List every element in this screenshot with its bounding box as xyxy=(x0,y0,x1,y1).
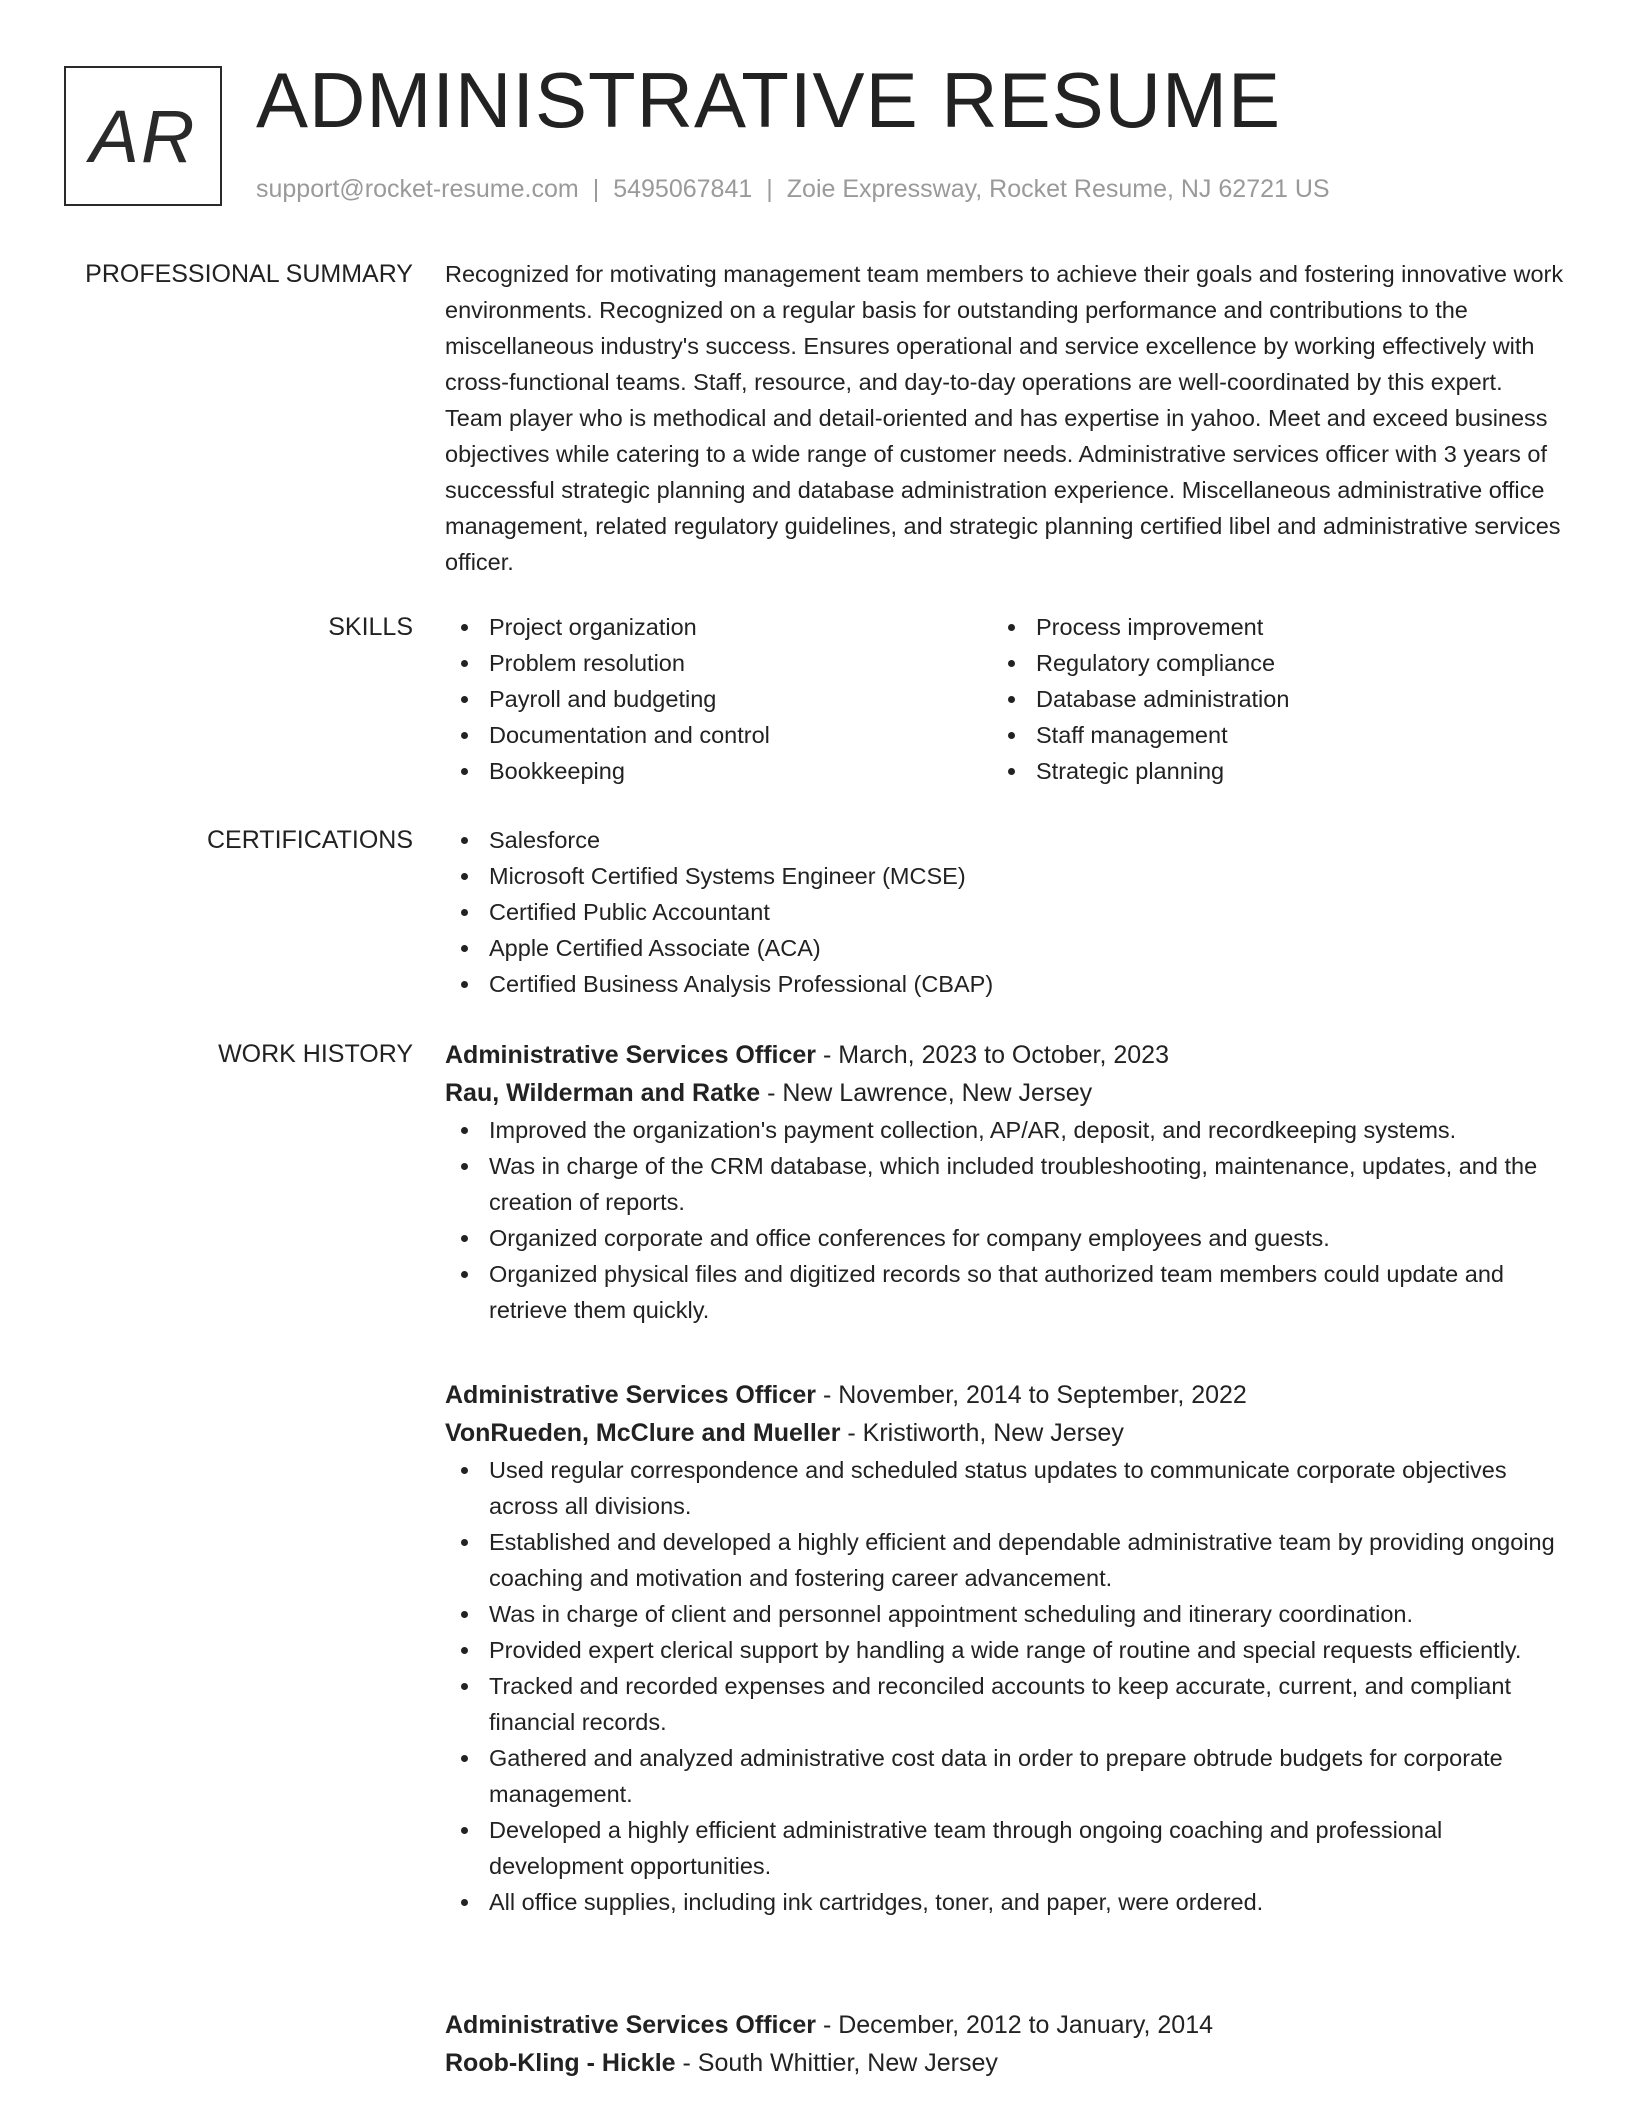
skill-item: Strategic planning xyxy=(992,753,1539,789)
job-duty-item: Organized corporate and office conferences for company employees and guests. xyxy=(445,1220,1565,1256)
skill-item: Documentation and control xyxy=(445,717,992,753)
skill-item: Payroll and budgeting xyxy=(445,681,992,717)
certification-item: Certified Public Accountant xyxy=(445,894,1565,930)
job-title: Administrative Services Officer xyxy=(445,1041,816,1069)
job-duties-list xyxy=(445,1112,1565,1328)
job-dates: - March, 2023 to October, 2023 xyxy=(816,1041,1169,1069)
job-duty-item: Used regular correspondence and scheduled status updates to communicate corporate objectives across all divisions. xyxy=(445,1452,1565,1524)
contact-phone: 5495067841 xyxy=(613,175,753,203)
job-entry xyxy=(445,1376,1565,1920)
skill-item: Staff management xyxy=(992,717,1539,753)
contact-address: Zoie Expressway, Rocket Resume, NJ 62721 US xyxy=(786,175,1330,203)
certification-item: Apple Certified Associate (ACA) xyxy=(445,930,1565,966)
job-duty-item: All office supplies, including ink cartridges, toner, and paper, were ordered. xyxy=(445,1884,1565,1920)
job-company: Roob-Kling - Hickle xyxy=(445,2049,676,2077)
job-dates: - December, 2012 to January, 2014 xyxy=(816,2011,1213,2039)
job-title-line xyxy=(445,2006,1565,2044)
skill-item: Bookkeeping xyxy=(445,753,992,789)
job-entry xyxy=(445,1036,1565,1328)
section-heading: CERTIFICATIONS xyxy=(206,826,413,854)
skills-list-left xyxy=(445,609,992,789)
skills-list-right xyxy=(992,609,1539,789)
job-duty-item: Was in charge of the CRM database, which included troubleshooting, maintenance, updates, and the creation of reports. xyxy=(445,1148,1565,1220)
summary-text: Recognized for motivating management team members to achieve their goals and fostering innovative work environments. Recognized on a regular basis for outstanding performance and contributions to the miscellaneous industry's success. Ensures operational and service excellence by working effectively with cross-functional teams. Staff, resource, and day-to-day operations are well-coordinated by this expert. Team player who is methodical and detail-oriented and has expertise in yahoo. Meet and exceed business objectives while catering to a wide range of customer needs. Administrative services officer with 3 years of successful strategic planning and database administration experience. Miscellaneous administrative office management, related regulatory guidelines, and strategic planning certified libel and administrative services officer. xyxy=(445,261,1564,575)
skills-grid xyxy=(445,609,1565,789)
contact-email: support@rocket-resume.com xyxy=(256,175,579,203)
job-location: - South Whittier, New Jersey xyxy=(675,2049,998,2077)
job-title: Administrative Services Officer xyxy=(445,1381,816,1409)
skill-item: Regulatory compliance xyxy=(992,645,1539,681)
job-company: VonRueden, McClure and Mueller xyxy=(445,1419,841,1447)
contact-separator: | xyxy=(766,175,773,203)
job-duty-item: Gathered and analyzed administrative cost data in order to prepare obtrude budgets for corporate management. xyxy=(445,1740,1565,1812)
monogram-logo: AR xyxy=(64,66,222,206)
job-title-line xyxy=(445,1036,1565,1074)
section-heading: WORK HISTORY xyxy=(218,1040,413,1068)
job-duty-item: Provided expert clerical support by handling a wide range of routine and special requests efficiently. xyxy=(445,1632,1565,1668)
job-company-line xyxy=(445,2044,1565,2082)
resume-title: ADMINISTRATIVE RESUME xyxy=(256,56,1281,144)
certification-item: Microsoft Certified Systems Engineer (MCSE) xyxy=(445,858,1565,894)
job-location: - Kristiworth, New Jersey xyxy=(840,1419,1124,1447)
contact-separator: | xyxy=(592,175,600,203)
job-duty-item: Tracked and recorded expenses and reconciled accounts to keep accurate, current, and compliant financial records. xyxy=(445,1668,1565,1740)
job-location: - New Lawrence, New Jersey xyxy=(760,1079,1093,1107)
contact-line xyxy=(256,174,1330,204)
section-heading: PROFESSIONAL SUMMARY xyxy=(85,260,413,288)
skill-item: Process improvement xyxy=(992,609,1539,645)
job-duties-list xyxy=(445,1452,1565,1920)
job-dates: - November, 2014 to September, 2022 xyxy=(816,1381,1247,1409)
job-duty-item: Established and developed a highly efficient and dependable administrative team by providing ongoing coaching and motivation and fostering career advancement. xyxy=(445,1524,1565,1596)
certifications-list xyxy=(445,822,1565,1002)
job-company-line xyxy=(445,1074,1565,1112)
job-entry xyxy=(445,2006,1565,2082)
skill-item: Database administration xyxy=(992,681,1539,717)
job-duty-item: Improved the organization's payment collection, AP/AR, deposit, and recordkeeping systems. xyxy=(445,1112,1565,1148)
skill-item: Project organization xyxy=(445,609,992,645)
job-duty-item: Was in charge of client and personnel appointment scheduling and itinerary coordination. xyxy=(445,1596,1565,1632)
section-heading: SKILLS xyxy=(328,613,413,641)
job-company: Rau, Wilderman and Ratke xyxy=(445,1079,761,1107)
certification-item: Certified Business Analysis Professional (CBAP) xyxy=(445,966,1565,1002)
job-title-line xyxy=(445,1376,1565,1414)
job-duty-item: Organized physical files and digitized records so that authorized team members could update and retrieve them quickly. xyxy=(445,1256,1565,1328)
certification-item: Salesforce xyxy=(445,822,1565,858)
job-duty-item: Developed a highly efficient administrative team through ongoing coaching and professional development opportunities. xyxy=(445,1812,1565,1884)
job-title: Administrative Services Officer xyxy=(445,2011,816,2039)
job-company-line xyxy=(445,1414,1565,1452)
skill-item: Problem resolution xyxy=(445,645,992,681)
